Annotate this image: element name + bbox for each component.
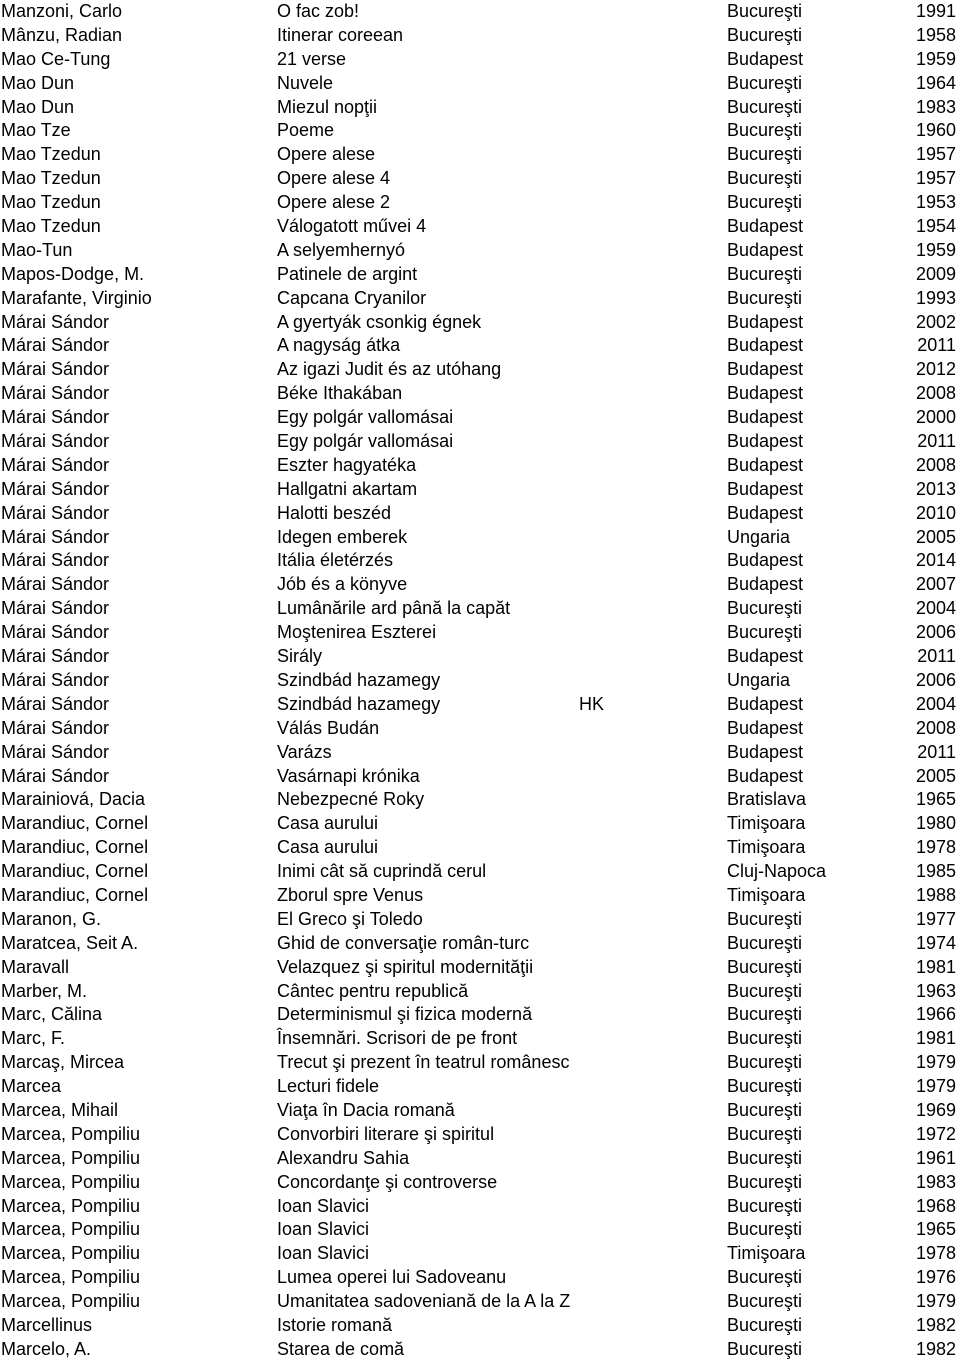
author-cell: Márai Sándor [1, 669, 110, 690]
title-cell: Nebezpecné Roky [277, 789, 425, 810]
author-cell: Mao-Tun [1, 239, 73, 260]
year-cell: 1964 [915, 72, 956, 93]
catalog-row [0, 0, 960, 24]
author-cell: Mao Tzedun [1, 192, 101, 213]
title-cell: El Greco şi Toledo [277, 908, 423, 929]
catalog-row [0, 1123, 960, 1147]
author-cell: Marandiuc, Cornel [1, 861, 149, 882]
author-cell: Mao Dun [1, 96, 75, 117]
city-cell: Timişoara [727, 884, 806, 905]
author-cell: Marcea, Pompiliu [1, 1123, 141, 1144]
year-cell: 1982 [915, 1338, 956, 1359]
title-cell: Válás Budán [277, 717, 380, 738]
catalog-row [0, 24, 960, 48]
title-cell: Ghid de conversaţie român-turc [277, 932, 530, 953]
author-cell: Marandiuc, Cornel [1, 884, 149, 905]
author-cell: Marcea, Pompiliu [1, 1219, 141, 1240]
title-cell: Capcana Cryanilor [277, 287, 427, 308]
catalog-row [0, 478, 960, 502]
catalog-row [0, 956, 960, 980]
year-cell: 1969 [915, 1099, 956, 1120]
catalog-row [0, 191, 960, 215]
author-cell: Mao Tzedun [1, 168, 101, 189]
author-cell: Marandiuc, Cornel [1, 837, 149, 858]
catalog-row [0, 143, 960, 167]
author-cell: Márai Sándor [1, 407, 110, 428]
year-cell: 1954 [915, 216, 956, 237]
title-cell: A gyertyák csonkig égnek [277, 311, 482, 332]
author-cell: Márai Sándor [1, 431, 110, 452]
author-cell: Marcea, Pompiliu [1, 1267, 141, 1288]
author-cell: Maranon, G. [1, 908, 102, 929]
title-cell: A selyemhernyó [277, 239, 406, 260]
year-cell: 1972 [915, 1123, 956, 1144]
year-cell: 1982 [915, 1314, 956, 1335]
city-cell: Ungaria [727, 526, 791, 547]
note-cell: HK [579, 693, 605, 714]
title-cell: Moştenirea Eszterei [277, 622, 437, 643]
catalog-row [0, 358, 960, 382]
title-cell: Válogatott művei 4 [277, 216, 427, 237]
title-cell: A nagyság átka [277, 335, 401, 356]
author-cell: Márai Sándor [1, 526, 110, 547]
city-cell: Budapest [727, 335, 804, 356]
year-cell: 2000 [915, 407, 956, 428]
author-cell: Mao Dun [1, 72, 75, 93]
author-cell: Maratcea, Seit A. [1, 932, 139, 953]
city-cell: Budapest [727, 407, 804, 428]
catalog-row [0, 1195, 960, 1219]
catalog-row [0, 812, 960, 836]
catalog-row [0, 669, 960, 693]
author-cell: Mao Tzedun [1, 216, 101, 237]
year-cell: 2013 [915, 478, 956, 499]
city-cell: Bucureşti [727, 980, 803, 1001]
city-cell: Budapest [727, 693, 804, 714]
city-cell: Budapest [727, 239, 804, 260]
title-cell: Lecturi fidele [277, 1076, 380, 1097]
year-cell: 1958 [915, 24, 956, 45]
author-cell: Márai Sándor [1, 741, 110, 762]
title-cell: Varázs [277, 741, 332, 762]
author-cell: Marandiuc, Cornel [1, 813, 149, 834]
city-cell: Budapest [727, 741, 804, 762]
year-cell: 2009 [915, 263, 956, 284]
catalog-row [0, 96, 960, 120]
author-cell: Marafante, Virginio [1, 287, 152, 308]
year-cell: 1993 [915, 287, 956, 308]
catalog-row [0, 621, 960, 645]
year-cell: 1963 [915, 980, 956, 1001]
author-cell: Maravall [1, 956, 70, 977]
city-cell: Budapest [727, 478, 804, 499]
title-cell: Cântec pentru republică [277, 980, 469, 1001]
year-cell: 2004 [915, 693, 956, 714]
year-cell: 2014 [915, 550, 956, 571]
year-cell: 1960 [915, 120, 956, 141]
city-cell: Bucureşti [727, 72, 803, 93]
catalog-row [0, 1242, 960, 1266]
year-cell: 1977 [915, 908, 956, 929]
catalog-row [0, 334, 960, 358]
catalog-row [0, 1171, 960, 1195]
year-cell: 2002 [915, 311, 956, 332]
year-cell: 2012 [915, 359, 956, 380]
catalog-row [0, 1003, 960, 1027]
title-cell: Opere alese 2 [277, 192, 391, 213]
city-cell: Ungaria [727, 669, 791, 690]
author-cell: Marcea, Pompiliu [1, 1171, 141, 1192]
year-cell: 2008 [915, 383, 956, 404]
city-cell: Budapest [727, 216, 804, 237]
year-cell: 2008 [915, 717, 956, 738]
author-cell: Manzoni, Carlo [1, 1, 123, 21]
year-cell: 1953 [915, 192, 956, 213]
title-cell: Însemnări. Scrisori de pe front [277, 1028, 518, 1049]
catalog-row [0, 693, 960, 717]
city-cell: Bucureşti [727, 1267, 803, 1288]
title-cell: O fac zob! [277, 1, 360, 21]
year-cell: 1968 [915, 1195, 956, 1216]
title-cell: Hallgatni akartam [277, 478, 418, 499]
city-cell: Budapest [727, 502, 804, 523]
title-cell: Sirály [277, 646, 323, 667]
catalog-row [0, 980, 960, 1004]
author-cell: Márai Sándor [1, 765, 110, 786]
title-cell: Vasárnapi krónika [277, 765, 420, 786]
title-cell: Nuvele [277, 72, 334, 93]
title-cell: Umanitatea sadoveniană de la A la Z [277, 1291, 571, 1312]
author-cell: Márai Sándor [1, 311, 110, 332]
city-cell: Budapest [727, 550, 804, 571]
author-cell: Marcellinus [1, 1314, 93, 1335]
author-cell: Márai Sándor [1, 454, 110, 475]
catalog-row [0, 860, 960, 884]
year-cell: 1983 [915, 1171, 956, 1192]
year-cell: 1988 [915, 884, 956, 905]
city-cell: Budapest [727, 574, 804, 595]
year-cell: 1979 [915, 1076, 956, 1097]
catalog-row [0, 502, 960, 526]
author-cell: Márai Sándor [1, 622, 110, 643]
title-cell: Lumea operei lui Sadoveanu [277, 1267, 507, 1288]
year-cell: 2011 [917, 431, 956, 452]
year-cell: 1981 [915, 956, 956, 977]
city-cell: Bucureşti [727, 598, 803, 619]
author-cell: Márai Sándor [1, 335, 110, 356]
city-cell: Bucureşti [727, 1099, 803, 1120]
title-cell: Starea de comă [277, 1338, 405, 1359]
title-cell: Szindbád hazamegy [277, 669, 441, 690]
author-cell: Márai Sándor [1, 478, 110, 499]
title-cell: Az igazi Judit és az utóhang [277, 359, 502, 380]
catalog-row [0, 549, 960, 573]
year-cell: 2007 [915, 574, 956, 595]
city-cell: Budapest [727, 359, 804, 380]
year-cell: 2011 [917, 335, 956, 356]
year-cell: 1979 [915, 1291, 956, 1312]
city-cell: Bucureşti [727, 192, 803, 213]
catalog-row [0, 788, 960, 812]
catalog-row [0, 287, 960, 311]
catalog-row [0, 239, 960, 263]
title-cell: Poeme [277, 120, 335, 141]
title-cell: Béke Ithakában [277, 383, 403, 404]
year-cell: 1981 [915, 1028, 956, 1049]
year-cell: 1974 [915, 932, 956, 953]
author-cell: Márai Sándor [1, 693, 110, 714]
author-cell: Marcea, Pompiliu [1, 1195, 141, 1216]
city-cell: Bucureşti [727, 1028, 803, 1049]
year-cell: 1983 [915, 96, 956, 117]
catalog-row [0, 1290, 960, 1314]
author-cell: Márai Sándor [1, 383, 110, 404]
year-cell: 1985 [915, 861, 956, 882]
year-cell: 1976 [915, 1267, 956, 1288]
catalog-row [0, 717, 960, 741]
title-cell: Inimi cât să cuprindă cerul [277, 861, 487, 882]
author-cell: Marc, Călina [1, 1004, 103, 1025]
catalog-row [0, 454, 960, 478]
title-cell: Halotti beszéd [277, 502, 392, 523]
catalog-row [0, 597, 960, 621]
catalog-row [0, 263, 960, 287]
catalog-row [0, 167, 960, 191]
catalog-row [0, 1314, 960, 1338]
catalog-row [0, 72, 960, 96]
city-cell: Bucureşti [727, 1338, 803, 1359]
city-cell: Bucureşti [727, 144, 803, 165]
author-cell: Mapos-Dodge, M. [1, 263, 145, 284]
catalog-row [0, 1075, 960, 1099]
city-cell: Timişoara [727, 837, 806, 858]
author-cell: Márai Sándor [1, 502, 110, 523]
year-cell: 1961 [915, 1147, 956, 1168]
year-cell: 1978 [915, 1243, 956, 1264]
author-cell: Marcelo, A. [1, 1338, 92, 1359]
catalog-row [0, 119, 960, 143]
catalog-row [0, 1338, 960, 1362]
catalog-row [0, 908, 960, 932]
city-cell: Bucureşti [727, 1291, 803, 1312]
title-cell: Casa aurului [277, 837, 379, 858]
title-cell: Miezul nopţii [277, 96, 378, 117]
city-cell: Budapest [727, 717, 804, 738]
author-cell: Marcaş, Mircea [1, 1052, 125, 1073]
year-cell: 1959 [915, 239, 956, 260]
catalog-row [0, 836, 960, 860]
author-cell: Marcea, Pompiliu [1, 1291, 141, 1312]
catalog-row [0, 1051, 960, 1075]
title-cell: Opere alese 4 [277, 168, 391, 189]
year-cell: 2008 [915, 454, 956, 475]
title-cell: Ioan Slavici [277, 1195, 370, 1216]
author-cell: Mao Tzedun [1, 144, 101, 165]
title-cell: Istorie romană [277, 1314, 393, 1335]
city-cell: Bucureşti [727, 956, 803, 977]
catalog-row [0, 741, 960, 765]
title-cell: Itália életérzés [277, 550, 394, 571]
catalog-row [0, 1147, 960, 1171]
title-cell: Zborul spre Venus [277, 884, 424, 905]
city-cell: Bucureşti [727, 1123, 803, 1144]
year-cell: 2005 [915, 765, 956, 786]
title-cell: Casa aurului [277, 813, 379, 834]
author-cell: Márai Sándor [1, 717, 110, 738]
title-cell: Convorbiri literare şi spiritul [277, 1123, 495, 1144]
city-cell: Bucureşti [727, 1052, 803, 1073]
title-cell: Ioan Slavici [277, 1243, 370, 1264]
title-cell: Egy polgár vallomásai [277, 407, 454, 428]
year-cell: 2005 [915, 526, 956, 547]
city-cell: Budapest [727, 48, 804, 69]
catalog-row [0, 311, 960, 335]
year-cell: 1966 [915, 1004, 956, 1025]
catalog-row [0, 1099, 960, 1123]
city-cell: Bucureşti [727, 263, 803, 284]
city-cell: Budapest [727, 454, 804, 475]
title-cell: Alexandru Sahia [277, 1147, 410, 1168]
catalog-row [0, 48, 960, 72]
year-cell: 1979 [915, 1052, 956, 1073]
city-cell: Bucureşti [727, 168, 803, 189]
city-cell: Bucureşti [727, 1004, 803, 1025]
author-cell: Marcea [1, 1076, 62, 1097]
catalog-row [0, 932, 960, 956]
author-cell: Mânzu, Radian [1, 24, 123, 45]
city-cell: Bucureşti [727, 1219, 803, 1240]
title-cell: Jób és a könyve [277, 574, 408, 595]
catalog-row [0, 1266, 960, 1290]
year-cell: 2006 [915, 669, 956, 690]
title-cell: Itinerar coreean [277, 24, 404, 45]
year-cell: 2011 [917, 741, 956, 762]
title-cell: Ioan Slavici [277, 1219, 370, 1240]
city-cell: Bucureşti [727, 120, 803, 141]
year-cell: 1965 [915, 1219, 956, 1240]
city-cell: Budapest [727, 311, 804, 332]
year-cell: 1957 [915, 144, 956, 165]
author-cell: Márai Sándor [1, 574, 110, 595]
city-cell: Bucureşti [727, 622, 803, 643]
author-cell: Marc, F. [1, 1028, 66, 1049]
city-cell: Bucureşti [727, 1171, 803, 1192]
catalog-row [0, 645, 960, 669]
title-cell: Szindbád hazamegy [277, 693, 441, 714]
title-cell: Viaţa în Dacia romană [277, 1099, 455, 1120]
catalog-row [0, 526, 960, 550]
city-cell: Bucureşti [727, 1147, 803, 1168]
city-cell: Bucureşti [727, 1195, 803, 1216]
year-cell: 1959 [915, 48, 956, 69]
year-cell: 1965 [915, 789, 956, 810]
city-cell: Bratislava [727, 789, 807, 810]
year-cell: 1978 [915, 837, 956, 858]
year-cell: 2006 [915, 622, 956, 643]
catalog-row [0, 573, 960, 597]
title-cell: Patinele de argint [277, 263, 418, 284]
catalog-row [0, 406, 960, 430]
author-cell: Marcea, Pompiliu [1, 1147, 141, 1168]
city-cell: Timişoara [727, 813, 806, 834]
catalog-row [0, 382, 960, 406]
city-cell: Bucureşti [727, 1314, 803, 1335]
author-cell: Marcea, Pompiliu [1, 1243, 141, 1264]
city-cell: Cluj-Napoca [727, 861, 827, 882]
city-cell: Bucureşti [727, 287, 803, 308]
title-cell: Velazquez şi spiritul modernităţii [277, 956, 534, 977]
catalog-row [0, 1027, 960, 1051]
title-cell: Trecut şi prezent în teatrul românesc [277, 1052, 570, 1073]
author-cell: Marber, M. [1, 980, 88, 1001]
city-cell: Bucureşti [727, 932, 803, 953]
title-cell: Idegen emberek [277, 526, 408, 547]
catalog-row [0, 884, 960, 908]
city-cell: Timişoara [727, 1243, 806, 1264]
catalog-row [0, 1218, 960, 1242]
city-cell: Bucureşti [727, 96, 803, 117]
title-cell: Eszter hagyatéka [277, 454, 417, 475]
title-cell: Egy polgár vallomásai [277, 431, 454, 452]
title-cell: Concordanţe şi controverse [277, 1171, 498, 1192]
author-cell: Márai Sándor [1, 550, 110, 571]
year-cell: 2004 [915, 598, 956, 619]
city-cell: Budapest [727, 646, 804, 667]
author-cell: Mao Tze [1, 120, 71, 141]
author-cell: Márai Sándor [1, 359, 110, 380]
title-cell: Lumânările ard până la capăt [277, 598, 511, 619]
author-cell: Marainiová, Dacia [1, 789, 146, 810]
title-cell: Opere alese [277, 144, 376, 165]
catalog-row [0, 430, 960, 454]
city-cell: Bucureşti [727, 1, 803, 21]
year-cell: 2010 [915, 502, 956, 523]
city-cell: Bucureşti [727, 1076, 803, 1097]
city-cell: Budapest [727, 765, 804, 786]
year-cell: 1957 [915, 168, 956, 189]
title-cell: Determinismul şi fizica modernă [277, 1004, 533, 1025]
author-cell: Marcea, Mihail [1, 1099, 119, 1120]
year-cell: 2011 [917, 646, 956, 667]
city-cell: Budapest [727, 383, 804, 404]
city-cell: Bucureşti [727, 908, 803, 929]
author-cell: Márai Sándor [1, 646, 110, 667]
catalog-row [0, 765, 960, 789]
year-cell: 1980 [915, 813, 956, 834]
author-cell: Márai Sándor [1, 598, 110, 619]
year-cell: 1991 [915, 1, 956, 21]
catalog-row [0, 215, 960, 239]
title-cell: 21 verse [277, 48, 347, 69]
city-cell: Budapest [727, 431, 804, 452]
city-cell: Bucureşti [727, 24, 803, 45]
author-cell: Mao Ce-Tung [1, 48, 111, 69]
